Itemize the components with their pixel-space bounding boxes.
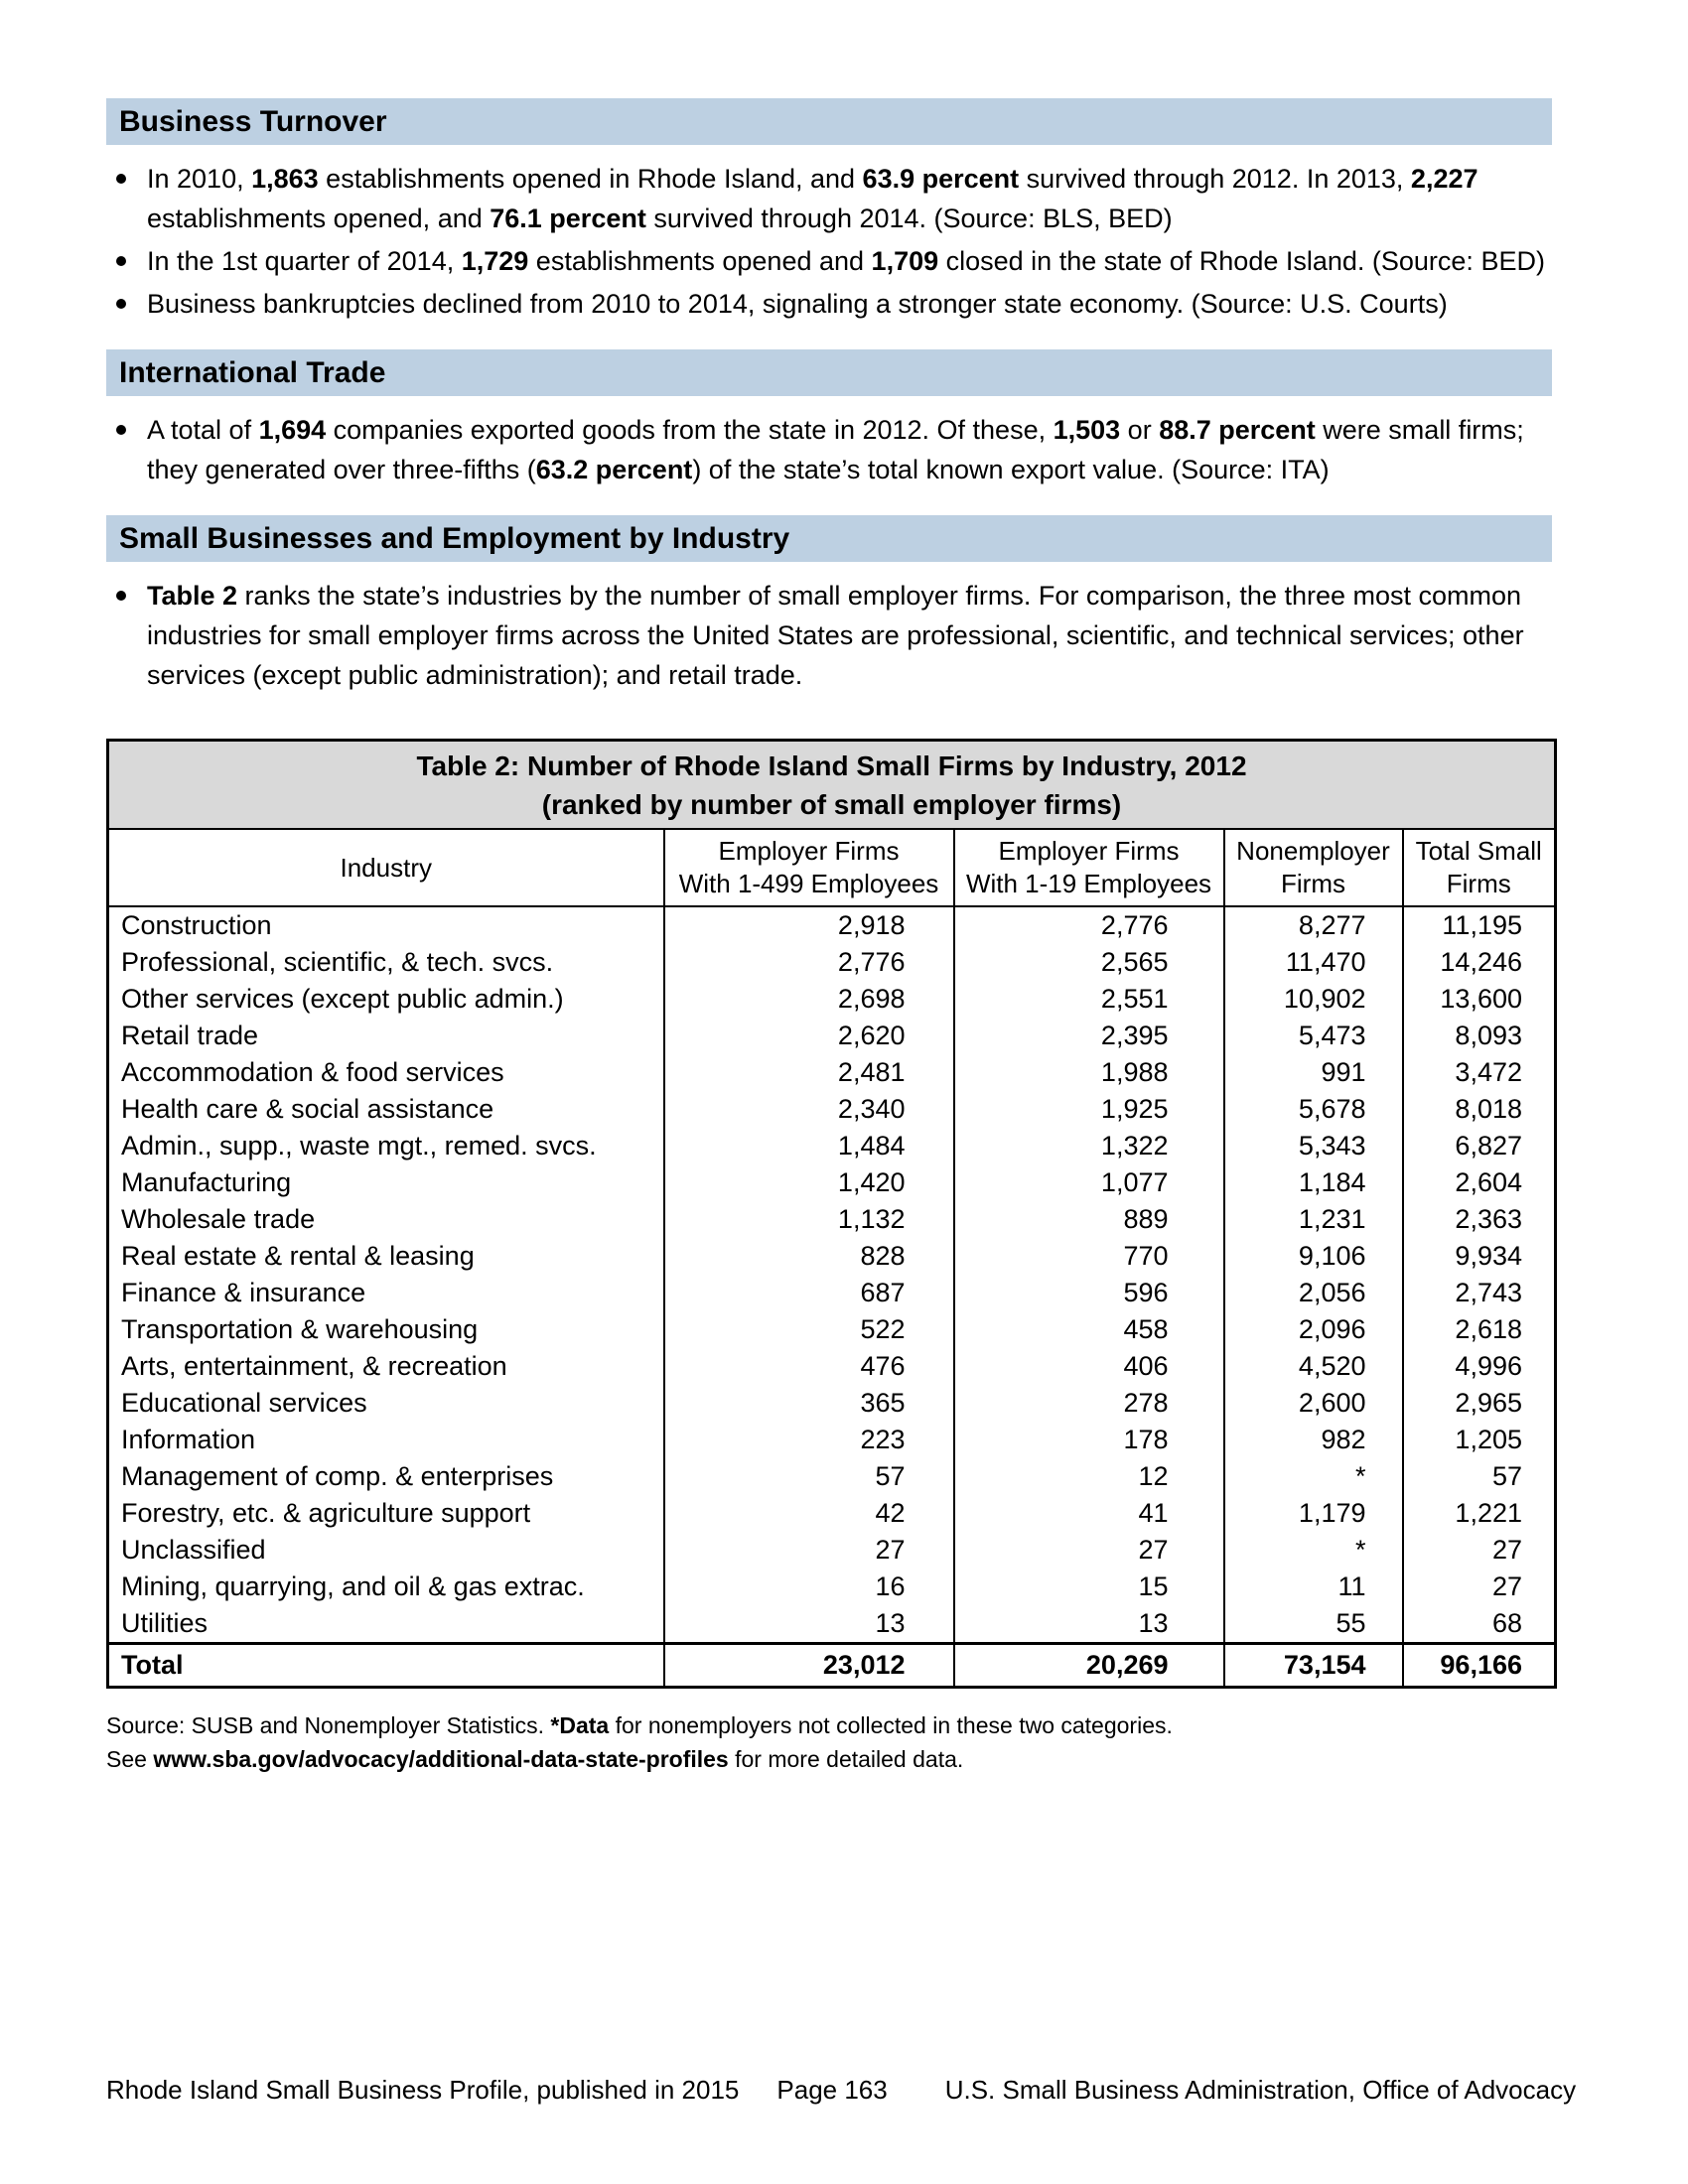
- value-cell: *: [1224, 1532, 1403, 1569]
- value-cell: 2,600: [1224, 1385, 1403, 1422]
- bullet-item: A total of 1,694 companies exported goods from the state in 2012. Of these, 1,503 or 88.7 percent were small firms; they generated over three-fifths (63.2 percent) of the state’s total known export value. (Source: ITA): [106, 410, 1552, 489]
- value-cell: 4,996: [1403, 1348, 1556, 1385]
- table-row: [108, 1422, 1556, 1458]
- table-subtitle: (ranked by number of small employer firms): [541, 789, 1122, 820]
- value-cell: 12: [954, 1458, 1224, 1495]
- value-cell: 991: [1224, 1054, 1403, 1091]
- value-cell: 2,618: [1403, 1311, 1556, 1348]
- industry-cell: Transportation & warehousing: [121, 1314, 479, 1344]
- value-cell: 1,184: [1224, 1164, 1403, 1201]
- industry-cell: Unclassified: [121, 1535, 266, 1565]
- industry-cell: Wholesale trade: [121, 1204, 316, 1234]
- value-cell: 27: [664, 1532, 954, 1569]
- value-cell: 2,620: [664, 1018, 954, 1054]
- value-cell: 13,600: [1403, 981, 1556, 1018]
- value-cell: 55: [1224, 1605, 1403, 1644]
- bullet-item: Table 2 ranks the state’s industries by the number of small employer firms. For comparison, the three most common industries for small employer firms across the United States are professional, scientific, and technical services; other services (except public administration); and retail trade.: [106, 576, 1552, 695]
- table-total-row: [108, 1644, 1556, 1688]
- industry-cell: Finance & insurance: [121, 1278, 366, 1307]
- value-cell: 57: [1403, 1458, 1556, 1495]
- value-cell: 476: [664, 1348, 954, 1385]
- industry-cell: Other services (except public admin.): [121, 984, 564, 1014]
- table-row: [108, 1091, 1556, 1128]
- value-cell: 770: [954, 1238, 1224, 1275]
- bullet-list-small-businesses-employment: [106, 576, 1552, 695]
- table-head: [108, 741, 1556, 907]
- value-cell: 1,221: [1403, 1495, 1556, 1532]
- industry-cell: Educational services: [121, 1388, 367, 1418]
- value-cell: 8,018: [1403, 1091, 1556, 1128]
- value-cell: 6,827: [1403, 1128, 1556, 1164]
- table-link-note: See www.sba.gov/advocacy/additional-data-state-profiles for more detailed data.: [106, 1746, 964, 1772]
- table-header-row: [108, 829, 1556, 906]
- value-cell: 73,154: [1224, 1644, 1403, 1688]
- value-cell: 2,698: [664, 981, 954, 1018]
- value-cell: 3,472: [1403, 1054, 1556, 1091]
- value-cell: 223: [664, 1422, 954, 1458]
- value-cell: 687: [664, 1275, 954, 1311]
- column-header-employer-firms-1-19: Employer Firms With 1-19 Employees: [954, 829, 1224, 906]
- value-cell: 96,166: [1403, 1644, 1556, 1688]
- value-cell: 2,551: [954, 981, 1224, 1018]
- page-footer: [106, 2075, 1576, 2106]
- bullet-item: In 2010, 1,863 establishments opened in Rhode Island, and 63.9 percent survived through 2012. In 2013, 2,227 establishments opened, and 76.1 percent survived through 2014. (Source: BLS, BED): [106, 159, 1552, 238]
- value-cell: 178: [954, 1422, 1224, 1458]
- value-cell: 9,106: [1224, 1238, 1403, 1275]
- value-cell: 2,743: [1403, 1275, 1556, 1311]
- value-cell: 2,565: [954, 944, 1224, 981]
- industry-cell: Arts, entertainment, & recreation: [121, 1351, 507, 1381]
- industry-cell: Forestry, etc. & agriculture support: [121, 1498, 531, 1528]
- value-cell: 2,481: [664, 1054, 954, 1091]
- table-row: [108, 1605, 1556, 1644]
- value-cell: 1,484: [664, 1128, 954, 1164]
- value-cell: 1,179: [1224, 1495, 1403, 1532]
- value-cell: 2,918: [664, 906, 954, 944]
- table-row: [108, 1238, 1556, 1275]
- industry-cell: Professional, scientific, & tech. svcs.: [121, 947, 554, 977]
- value-cell: 14,246: [1403, 944, 1556, 981]
- value-cell: 278: [954, 1385, 1224, 1422]
- value-cell: 8,277: [1224, 906, 1403, 944]
- table-row: [108, 1311, 1556, 1348]
- value-cell: *: [1224, 1458, 1403, 1495]
- value-cell: 10,902: [1224, 981, 1403, 1018]
- value-cell: 1,925: [954, 1091, 1224, 1128]
- industry-cell: Information: [121, 1425, 256, 1454]
- bullet-item: Business bankruptcies declined from 2010 to 2014, signaling a stronger state economy. (Source: U.S. Courts): [106, 284, 1552, 324]
- bullet-list-international-trade: [106, 410, 1552, 489]
- column-header-employer-firms-1-499: Employer Firms With 1-499 Employees: [664, 829, 954, 906]
- section-header-small-businesses-employment: Small Businesses and Employment by Industry: [106, 515, 1552, 562]
- table-row: [108, 906, 1556, 944]
- table-row: [108, 1128, 1556, 1164]
- value-cell: 4,520: [1224, 1348, 1403, 1385]
- table-row: [108, 981, 1556, 1018]
- section-small-businesses-employment: [106, 515, 1552, 695]
- value-cell: 41: [954, 1495, 1224, 1532]
- value-cell: 2,056: [1224, 1275, 1403, 1311]
- table-title: Table 2: Number of Rhode Island Small Firms by Industry, 2012: [416, 751, 1247, 781]
- value-cell: 11,470: [1224, 944, 1403, 981]
- industry-cell: Retail trade: [121, 1021, 259, 1050]
- value-cell: 15: [954, 1569, 1224, 1605]
- table-footer: [108, 1644, 1556, 1688]
- value-cell: 68: [1403, 1605, 1556, 1644]
- value-cell: 8,093: [1403, 1018, 1556, 1054]
- industry-cell: Manufacturing: [121, 1167, 292, 1197]
- industry-cell: Total: [108, 1644, 664, 1688]
- industry-cell: Real estate & rental & leasing: [121, 1241, 475, 1271]
- industry-cell: Construction: [121, 910, 272, 940]
- column-header-nonemployer-firms: Nonemployer Firms: [1224, 829, 1403, 906]
- industry-cell: Health care & social assistance: [121, 1094, 494, 1124]
- value-cell: 2,776: [664, 944, 954, 981]
- value-cell: 889: [954, 1201, 1224, 1238]
- value-cell: 27: [1403, 1532, 1556, 1569]
- table-row: [108, 1018, 1556, 1054]
- footer-organization: U.S. Small Business Administration, Office of Advocacy: [944, 2075, 1577, 2105]
- table-row: [108, 1054, 1556, 1091]
- table-row: [108, 1385, 1556, 1422]
- value-cell: 2,604: [1403, 1164, 1556, 1201]
- value-cell: 16: [664, 1569, 954, 1605]
- section-international-trade: [106, 349, 1552, 489]
- table-row: [108, 1458, 1556, 1495]
- value-cell: 458: [954, 1311, 1224, 1348]
- industry-cell: Management of comp. & enterprises: [121, 1461, 554, 1491]
- value-cell: 365: [664, 1385, 954, 1422]
- table-title-row: [108, 741, 1556, 830]
- value-cell: 2,340: [664, 1091, 954, 1128]
- footer-page-number: Page 163: [776, 2075, 888, 2105]
- value-cell: 27: [1403, 1569, 1556, 1605]
- value-cell: 27: [954, 1532, 1224, 1569]
- section-business-turnover: [106, 98, 1552, 324]
- section-header-business-turnover: Business Turnover: [106, 98, 1552, 145]
- value-cell: 2,776: [954, 906, 1224, 944]
- value-cell: 11,195: [1403, 906, 1556, 944]
- section-header-international-trade: International Trade: [106, 349, 1552, 396]
- table-row: [108, 944, 1556, 981]
- bullet-item: In the 1st quarter of 2014, 1,729 establishments opened and 1,709 closed in the state of Rhode Island. (Source: BED): [106, 241, 1552, 281]
- industry-cell: Admin., supp., waste mgt., remed. svcs.: [121, 1131, 597, 1160]
- value-cell: 1,205: [1403, 1422, 1556, 1458]
- value-cell: 2,965: [1403, 1385, 1556, 1422]
- value-cell: 5,678: [1224, 1091, 1403, 1128]
- value-cell: 23,012: [664, 1644, 954, 1688]
- table-row: [108, 1532, 1556, 1569]
- table-row: [108, 1495, 1556, 1532]
- table-title-cell: [108, 741, 1556, 830]
- column-header-total-small-firms: Total Small Firms: [1403, 829, 1556, 906]
- table-row: [108, 1201, 1556, 1238]
- value-cell: 1,322: [954, 1128, 1224, 1164]
- value-cell: 5,473: [1224, 1018, 1403, 1054]
- value-cell: 1,420: [664, 1164, 954, 1201]
- value-cell: 406: [954, 1348, 1224, 1385]
- value-cell: 11: [1224, 1569, 1403, 1605]
- industry-firms-table: [106, 739, 1557, 1689]
- industry-cell: Accommodation & food services: [121, 1057, 504, 1087]
- table-row: [108, 1569, 1556, 1605]
- value-cell: 2,363: [1403, 1201, 1556, 1238]
- footer-document-title: Rhode Island Small Business Profile, published in 2015: [106, 2075, 740, 2105]
- value-cell: 20,269: [954, 1644, 1224, 1688]
- page-content: [106, 0, 1552, 1776]
- value-cell: 982: [1224, 1422, 1403, 1458]
- value-cell: 9,934: [1403, 1238, 1556, 1275]
- bullet-list-business-turnover: [106, 159, 1552, 324]
- value-cell: 5,343: [1224, 1128, 1403, 1164]
- column-header-industry: Industry: [108, 829, 664, 906]
- value-cell: 522: [664, 1311, 954, 1348]
- value-cell: 828: [664, 1238, 954, 1275]
- table-row: [108, 1164, 1556, 1201]
- table-source-note: Source: SUSB and Nonemployer Statistics. *Data for nonemployers not collected in these two categories.: [106, 1712, 1173, 1738]
- value-cell: 2,096: [1224, 1311, 1403, 1348]
- table-body: [108, 906, 1556, 1644]
- industry-cell: Utilities: [121, 1608, 209, 1638]
- value-cell: 596: [954, 1275, 1224, 1311]
- value-cell: 1,077: [954, 1164, 1224, 1201]
- value-cell: 13: [954, 1605, 1224, 1644]
- value-cell: 1,231: [1224, 1201, 1403, 1238]
- value-cell: 42: [664, 1495, 954, 1532]
- value-cell: 2,395: [954, 1018, 1224, 1054]
- value-cell: 1,988: [954, 1054, 1224, 1091]
- table-row: [108, 1348, 1556, 1385]
- table-row: [108, 1275, 1556, 1311]
- value-cell: 13: [664, 1605, 954, 1644]
- industry-cell: Mining, quarrying, and oil & gas extrac.: [121, 1571, 585, 1601]
- value-cell: 1,132: [664, 1201, 954, 1238]
- value-cell: 57: [664, 1458, 954, 1495]
